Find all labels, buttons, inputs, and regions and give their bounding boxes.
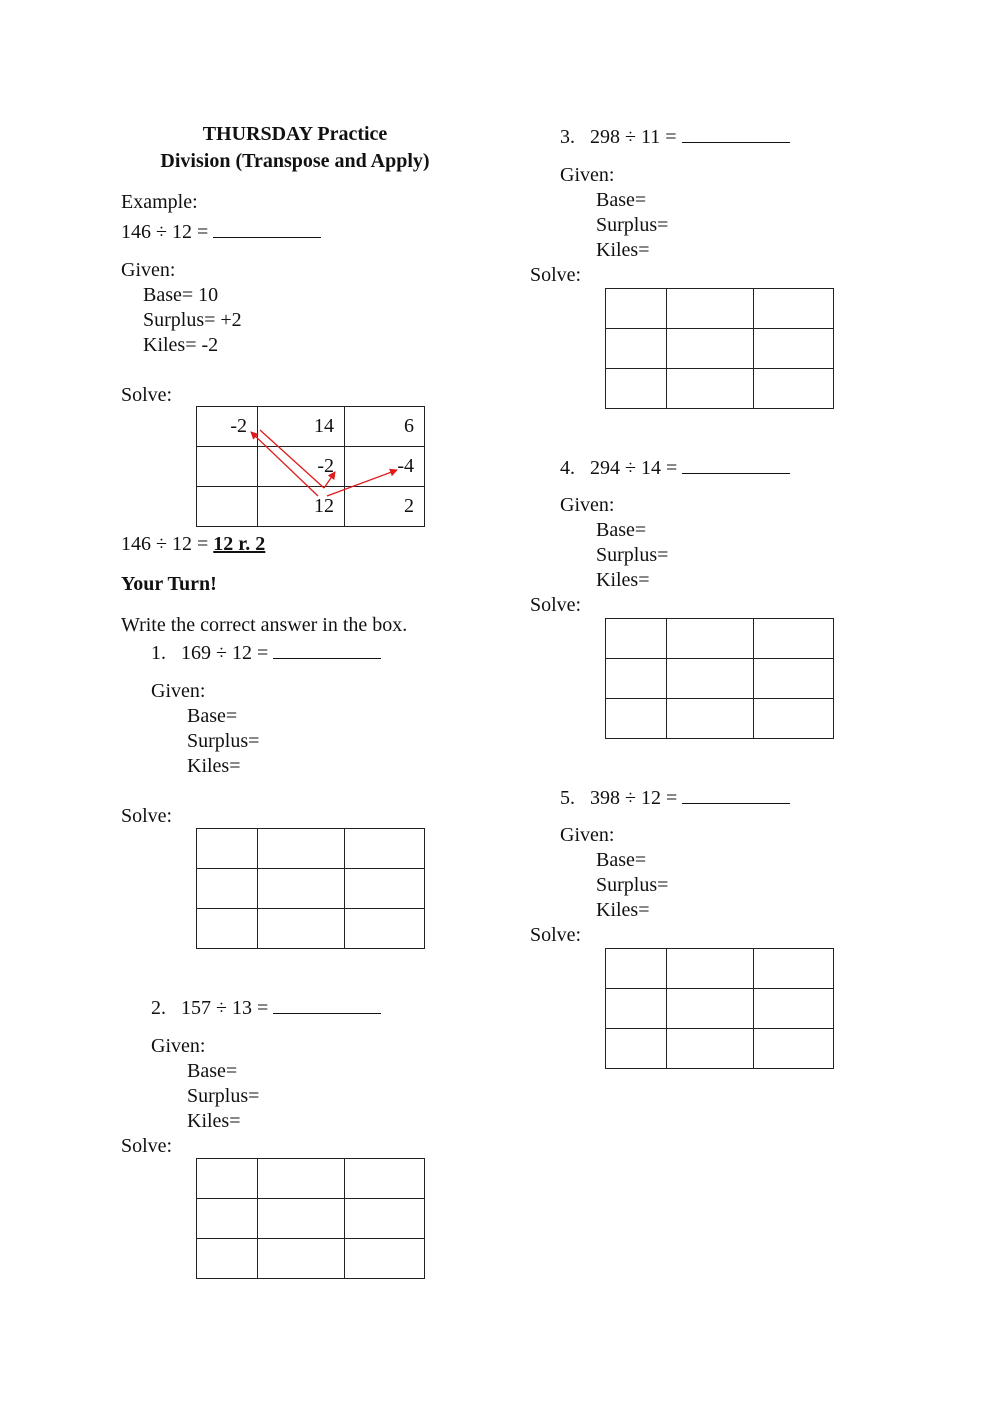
answer-cell[interactable] — [667, 1029, 754, 1069]
problem-3 — [560, 124, 790, 147]
base-field: Base= — [596, 189, 647, 211]
solve-label: Solve: — [530, 594, 582, 616]
solve-label: Solve: — [530, 924, 582, 946]
answer-cell[interactable] — [345, 1199, 425, 1239]
your-turn-instruction: Write the correct answer in the box. — [121, 614, 408, 636]
answer-cell[interactable] — [606, 989, 667, 1029]
answer-cell[interactable] — [197, 829, 258, 869]
answer-cell[interactable] — [754, 619, 834, 659]
answer-cell[interactable] — [667, 659, 754, 699]
answer-cell[interactable] — [667, 369, 754, 409]
base-field: Base= — [187, 705, 238, 727]
answer-cell[interactable] — [606, 659, 667, 699]
answer-cell[interactable] — [754, 989, 834, 1029]
answer-cell[interactable] — [345, 1239, 425, 1279]
answer-cell[interactable] — [606, 619, 667, 659]
given-label: Given: — [151, 1035, 206, 1057]
worksheet-title: THURSDAY Practice — [202, 123, 388, 145]
answer-cell[interactable] — [258, 1239, 345, 1279]
example-problem — [121, 219, 321, 242]
answer-cell[interactable] — [345, 1159, 425, 1199]
problem-number: 1. — [151, 642, 166, 664]
answer-cell[interactable] — [258, 1199, 345, 1239]
problem-expression: 157 ÷ 13 = — [181, 997, 269, 1019]
surplus-field: Surplus= — [187, 730, 260, 752]
kiles-field: Kiles= — [596, 239, 650, 261]
answer-cell[interactable] — [754, 1029, 834, 1069]
problem-expression: 294 ÷ 14 = — [590, 457, 678, 479]
problem-number: 2. — [151, 997, 166, 1019]
answer-cell[interactable] — [606, 949, 667, 989]
answer-cell[interactable] — [667, 989, 754, 1029]
answer-cell[interactable] — [258, 1159, 345, 1199]
problem-4 — [560, 455, 790, 478]
base-field: Base= — [596, 849, 647, 871]
answer-cell[interactable] — [197, 909, 258, 949]
answer-cell[interactable] — [606, 369, 667, 409]
answer-blank[interactable] — [682, 455, 790, 474]
answer-cell[interactable] — [258, 829, 345, 869]
example-result — [121, 534, 265, 554]
example-grid — [196, 406, 425, 527]
answer-grid-1 — [196, 828, 425, 949]
answer-cell[interactable] — [197, 1199, 258, 1239]
example-cell: 2 — [345, 487, 425, 527]
solve-label: Solve: — [530, 264, 582, 286]
example-cell: 14 — [258, 407, 345, 447]
example-cell — [197, 487, 258, 527]
problem-2 — [151, 995, 381, 1018]
base-field: Base= — [187, 1060, 238, 1082]
answer-cell[interactable] — [258, 909, 345, 949]
example-problem-text: 146 ÷ 12 = — [121, 221, 209, 243]
surplus-field: Surplus= — [187, 1085, 260, 1107]
example-base: Base= 10 — [143, 284, 219, 306]
surplus-field: Surplus= — [596, 544, 669, 566]
answer-cell[interactable] — [606, 329, 667, 369]
surplus-field: Surplus= — [596, 874, 669, 896]
answer-cell[interactable] — [606, 289, 667, 329]
kiles-field: Kiles= — [596, 569, 650, 591]
answer-cell[interactable] — [667, 289, 754, 329]
answer-cell[interactable] — [197, 1159, 258, 1199]
answer-cell[interactable] — [258, 869, 345, 909]
problem-expression: 398 ÷ 12 = — [590, 787, 678, 809]
example-answer-blank — [213, 219, 321, 238]
problem-5 — [560, 785, 790, 808]
example-result-answer: 12 r. 2 — [213, 533, 266, 555]
problem-number: 4. — [560, 457, 575, 479]
answer-cell[interactable] — [754, 949, 834, 989]
answer-cell[interactable] — [345, 829, 425, 869]
solve-label: Solve: — [121, 1135, 173, 1157]
problem-number: 3. — [560, 126, 575, 148]
answer-grid-4 — [605, 618, 834, 739]
kiles-field: Kiles= — [596, 899, 650, 921]
example-label: Example: — [121, 191, 198, 213]
example-cell: -4 — [345, 447, 425, 487]
answer-cell[interactable] — [606, 1029, 667, 1069]
problem-expression: 298 ÷ 11 = — [590, 126, 677, 148]
answer-cell[interactable] — [197, 869, 258, 909]
example-solve-label: Solve: — [121, 384, 173, 406]
example-kiles: Kiles= -2 — [143, 334, 219, 356]
example-cell — [197, 447, 258, 487]
base-field: Base= — [596, 519, 647, 541]
answer-cell[interactable] — [754, 659, 834, 699]
problem-1 — [151, 640, 381, 663]
your-turn-heading: Your Turn! — [121, 573, 217, 595]
answer-grid-3 — [605, 288, 834, 409]
answer-cell[interactable] — [345, 869, 425, 909]
answer-cell[interactable] — [754, 329, 834, 369]
example-surplus: Surplus= +2 — [143, 309, 242, 331]
answer-cell[interactable] — [754, 369, 834, 409]
answer-grid-5 — [605, 948, 834, 1069]
given-label: Given: — [560, 164, 615, 186]
answer-cell[interactable] — [667, 329, 754, 369]
example-given-label: Given: — [121, 259, 176, 281]
example-cell: -2 — [197, 407, 258, 447]
example-cell: 12 — [258, 487, 345, 527]
answer-grid-2 — [196, 1158, 425, 1279]
answer-cell[interactable] — [754, 699, 834, 739]
problem-number: 5. — [560, 787, 575, 809]
answer-cell[interactable] — [667, 949, 754, 989]
answer-blank[interactable] — [273, 640, 381, 659]
surplus-field: Surplus= — [596, 214, 669, 236]
answer-cell[interactable] — [345, 909, 425, 949]
answer-cell[interactable] — [667, 699, 754, 739]
example-cell: -2 — [258, 447, 345, 487]
answer-blank[interactable] — [682, 124, 790, 143]
answer-cell[interactable] — [197, 1239, 258, 1279]
kiles-field: Kiles= — [187, 1110, 241, 1132]
given-label: Given: — [151, 680, 206, 702]
solve-label: Solve: — [121, 805, 173, 827]
worksheet-subtitle: Division (Transpose and Apply) — [160, 150, 430, 172]
given-label: Given: — [560, 824, 615, 846]
answer-blank[interactable] — [273, 995, 381, 1014]
answer-blank[interactable] — [682, 785, 790, 804]
answer-cell[interactable] — [606, 699, 667, 739]
given-label: Given: — [560, 494, 615, 516]
answer-cell[interactable] — [754, 289, 834, 329]
example-result-prefix: 146 ÷ 12 = — [121, 533, 209, 555]
problem-expression: 169 ÷ 12 = — [181, 642, 269, 664]
kiles-field: Kiles= — [187, 755, 241, 777]
example-cell: 6 — [345, 407, 425, 447]
answer-cell[interactable] — [667, 619, 754, 659]
